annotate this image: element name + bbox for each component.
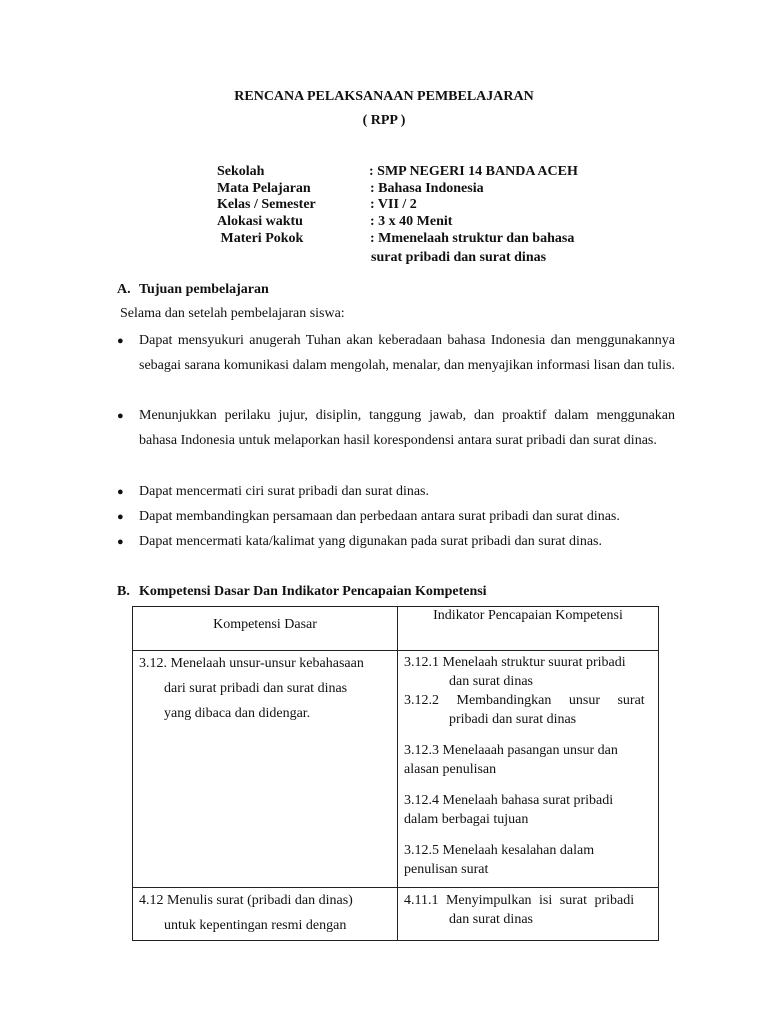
indicator-text: Menelaah struktur suurat pribadi — [442, 655, 626, 670]
kd-line: 3.12. Menelaah unsur-unsur kebahasaan — [139, 656, 364, 671]
bullet-icon: ● — [117, 410, 124, 422]
indicator-text-cont: dan surat dinas — [449, 912, 533, 927]
table-row — [133, 888, 659, 941]
column-header-indicator: Indikator Pencapaian Kompetensi — [398, 607, 659, 651]
section-a-heading — [117, 282, 269, 298]
indicator-number: 4.11.1 — [404, 893, 439, 908]
section-a-title: Tujuan pembelajaran — [139, 282, 269, 297]
section-a-intro: Selama dan setelah pembelajaran siswa: — [120, 306, 345, 321]
section-b-heading — [117, 584, 487, 600]
goal-item: Dapat mencermati ciri surat pribadi dan surat dinas. — [139, 484, 430, 499]
section-b-title: Kompetensi Dasar Dan Indikator Pencapaian Kompetensi — [139, 584, 487, 599]
indicator-number: 3.12.4 — [404, 793, 439, 808]
identity-label-subject: Mata Pelajaran — [217, 181, 311, 196]
indicator-text: Menelaaah pasangan unsur dan — [442, 743, 618, 758]
indicator-cell — [398, 651, 659, 888]
section-b-letter: B. — [117, 584, 130, 599]
document-title: RENCANA PELAKSANAAN PEMBELAJARAN — [234, 89, 534, 104]
goal-item: Dapat membandingkan persamaan dan perbedaan antara surat pribadi dan surat dinas. — [139, 509, 620, 524]
kd-line: yang dibaca dan didengar. — [164, 706, 311, 721]
bullet-icon: ● — [117, 536, 124, 548]
indicator-item — [404, 891, 652, 929]
bullet-icon: ● — [117, 335, 124, 347]
table-header-row — [133, 607, 659, 651]
indicator-text-cont: dalam berbagai tujuan — [404, 812, 529, 827]
goal-item: Dapat mensyukuri anugerah Tuhan akan keberadaan bahasa Indonesia dan menggunakannya sebagai sarana komunikasi dalam mengolah, menalar, dan menyajikan informasi lisan dan tulis. — [139, 333, 675, 373]
identity-value-topic: : Mmenelaah struktur dan bahasa — [370, 231, 575, 246]
indicator-text-cont: penulisan surat — [404, 862, 489, 877]
identity-label-class: Kelas / Semester — [217, 197, 316, 212]
indicator-text-cont: dan surat dinas — [449, 674, 533, 689]
bullet-icon: ● — [117, 486, 124, 498]
indicator-number: 3.12.5 — [404, 843, 439, 858]
kd-line: dari surat pribadi dan surat dinas — [164, 681, 348, 696]
indicator-number: 3.12.1 — [404, 655, 439, 670]
indicator-item — [404, 691, 652, 729]
indicator-text: Menelaah kesalahan dalam — [442, 843, 595, 858]
indicator-item — [404, 653, 652, 691]
indicator-text: Menyimpulkan isi surat pribadi — [445, 893, 635, 908]
kd-line: 4.12 Menulis surat (pribadi dan dinas) — [139, 893, 353, 908]
identity-label-school: Sekolah — [217, 164, 265, 179]
indicator-item — [404, 741, 652, 779]
indicator-number: 3.12.3 — [404, 743, 439, 758]
section-a-letter: A. — [117, 282, 131, 297]
indicator-cell — [398, 888, 659, 941]
identity-value-time: : 3 x 40 Menit — [370, 214, 453, 229]
indicator-text: Membandingkan unsur surat — [456, 693, 645, 708]
goal-item: Dapat mencermati kata/kalimat yang digunakan pada surat pribadi dan surat dinas. — [139, 534, 603, 549]
identity-value-subject: : Bahasa Indonesia — [370, 181, 484, 196]
indicator-text-cont: alasan penulisan — [404, 762, 497, 777]
identity-value-topic-cont: surat pribadi dan surat dinas — [371, 250, 547, 265]
indicator-item — [404, 791, 652, 829]
indicator-text-cont: pribadi dan surat dinas — [449, 712, 577, 727]
identity-label-topic: Materi Pokok — [217, 231, 304, 246]
kd-cell — [133, 651, 398, 888]
indicator-text: Menelaah bahasa surat pribadi — [442, 793, 614, 808]
competency-table — [132, 606, 659, 941]
indicator-item — [404, 841, 652, 879]
indicator-number: 3.12.2 — [404, 693, 439, 708]
identity-label-time: Alokasi waktu — [217, 214, 303, 229]
kd-line: untuk kepentingan resmi dengan — [164, 918, 347, 933]
column-header-kd: Kompetensi Dasar — [133, 607, 398, 651]
identity-value-school: : SMP NEGERI 14 BANDA ACEH — [369, 164, 578, 179]
document-subtitle: ( RPP ) — [362, 113, 406, 128]
bullet-icon: ● — [117, 511, 124, 523]
kd-cell — [133, 888, 398, 941]
table-row — [133, 651, 659, 888]
goal-item: Menunjukkan perilaku jujur, disiplin, tanggung jawab, dan proaktif dalam menggunakan bahasa Indonesia untuk melaporkan hasil korespondensi antara surat pribadi dan surat dinas. — [139, 408, 675, 448]
identity-value-class: : VII / 2 — [370, 197, 417, 212]
